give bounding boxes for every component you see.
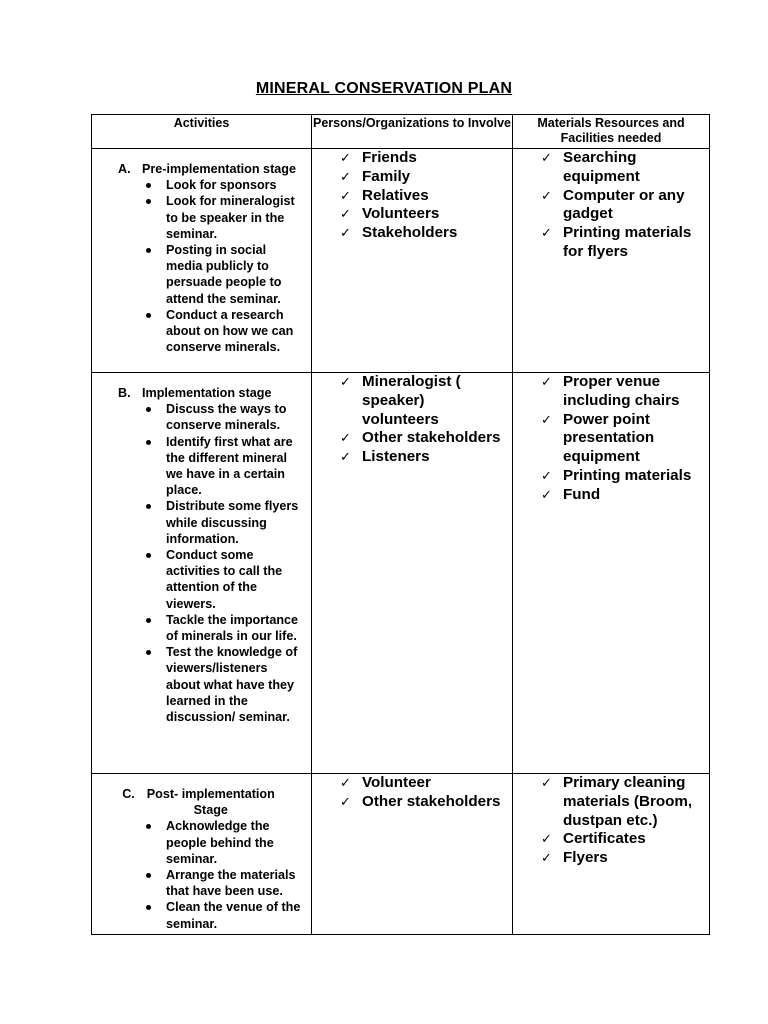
activity-item: Discuss the ways to conserve minerals. xyxy=(142,401,305,433)
material-item: ✓ Fund xyxy=(541,485,601,503)
person-item: ✓ Friends xyxy=(340,149,417,166)
material-item: ✓ Certificates xyxy=(541,830,646,848)
conservation-plan-table xyxy=(91,114,710,935)
check-icon: ✓ xyxy=(340,430,351,446)
check-icon: ✓ xyxy=(340,168,351,184)
check-icon: ✓ xyxy=(340,206,351,222)
material-item: ✓ Computer or any gadget xyxy=(541,186,685,223)
stage-letter: A. xyxy=(118,162,131,176)
activity-item: Look for mineralogist to be speaker in the seminar. xyxy=(142,193,305,242)
stage-heading xyxy=(92,149,311,177)
table-row xyxy=(92,774,710,935)
activity-item: Clean the venue of the seminar. xyxy=(142,899,305,931)
activity-item: Conduct some activities to call the attention of the viewers. xyxy=(142,547,305,612)
activities-cell xyxy=(92,774,312,935)
column-header-activities: Activities xyxy=(92,115,312,149)
material-item: ✓ Power point presentation equipment xyxy=(541,410,655,466)
person-item: ✓ Volunteer xyxy=(340,774,431,791)
persons-cell xyxy=(312,373,513,774)
person-item: ✓ Mineralogist ( speaker) volunteers xyxy=(340,373,461,428)
material-item: ✓ Primary cleaning materials (Broom, dustpan etc.) xyxy=(541,774,693,829)
check-icon: ✓ xyxy=(541,187,552,203)
check-icon: ✓ xyxy=(340,150,351,165)
persons-cell xyxy=(312,149,513,373)
stage-label: Post- implementation Stage xyxy=(146,787,275,818)
activity-item: Test the knowledge of viewers/listeners about what have they learned in the discussion/ seminar. xyxy=(142,644,305,725)
activity-item: Identify first what are the different mineral we have in a certain place. xyxy=(142,434,305,499)
activity-item: Acknowledge the people behind the seminar. xyxy=(142,818,305,867)
person-item: ✓ Listeners xyxy=(340,448,430,466)
activity-item: Tackle the importance of minerals in our life. xyxy=(142,612,305,644)
check-icon: ✓ xyxy=(340,225,351,241)
activity-item: Look for sponsors xyxy=(142,177,305,193)
stage-letter: B. xyxy=(118,386,131,400)
person-item: ✓ Other stakeholders xyxy=(340,792,501,810)
check-icon: ✓ xyxy=(340,793,351,809)
table-row xyxy=(92,149,710,373)
person-item: ✓ Volunteers xyxy=(340,205,440,223)
table-row xyxy=(92,373,710,774)
page-title: MINERAL CONSERVATION PLAN xyxy=(255,80,513,97)
check-icon: ✓ xyxy=(541,411,552,427)
stage-label: Implementation stage xyxy=(142,386,272,400)
material-item: ✓ Printing materials xyxy=(541,466,692,484)
material-item: ✓ Searching equipment xyxy=(541,149,640,185)
check-icon: ✓ xyxy=(541,850,552,866)
stage-heading xyxy=(92,373,311,401)
check-icon: ✓ xyxy=(340,449,351,465)
column-header-persons: Persons/Organizations to Involve xyxy=(312,115,513,149)
activity-item: Distribute some flyers while discussing information. xyxy=(142,498,305,547)
activity-item: Conduct a research about on how we can conserve minerals. xyxy=(142,307,305,356)
check-icon: ✓ xyxy=(541,775,552,790)
materials-cell xyxy=(513,774,710,935)
activity-item: Arrange the materials that have been use. xyxy=(142,867,305,899)
column-header-materials: Materials Resources and Facilities needed xyxy=(513,115,710,149)
check-icon: ✓ xyxy=(340,374,351,389)
person-item: ✓ Other stakeholders xyxy=(340,429,501,447)
activities-cell xyxy=(92,149,312,373)
material-item: ✓ Proper venue including chairs xyxy=(541,373,680,409)
check-icon: ✓ xyxy=(541,467,552,483)
check-icon: ✓ xyxy=(541,225,552,241)
check-icon: ✓ xyxy=(541,150,552,165)
stage-label: Pre-implementation stage xyxy=(142,162,296,176)
person-item: ✓ Relatives xyxy=(340,186,429,204)
check-icon: ✓ xyxy=(541,374,552,389)
stage-letter: C. xyxy=(122,787,135,801)
stage-heading xyxy=(92,774,311,818)
materials-cell xyxy=(513,373,710,774)
check-icon: ✓ xyxy=(340,187,351,203)
person-item: ✓ Family xyxy=(340,167,411,185)
check-icon: ✓ xyxy=(541,831,552,847)
check-icon: ✓ xyxy=(541,486,552,502)
person-item: ✓ Stakeholders xyxy=(340,224,458,242)
activity-item: Posting in social media publicly to persuade people to attend the seminar. xyxy=(142,242,305,307)
persons-cell xyxy=(312,774,513,935)
check-icon: ✓ xyxy=(340,775,351,790)
material-item: ✓ Flyers xyxy=(541,849,608,867)
materials-cell xyxy=(513,149,710,373)
activities-cell xyxy=(92,373,312,774)
material-item: ✓ Printing materials for flyers xyxy=(541,224,692,260)
table-header-row xyxy=(92,115,710,149)
